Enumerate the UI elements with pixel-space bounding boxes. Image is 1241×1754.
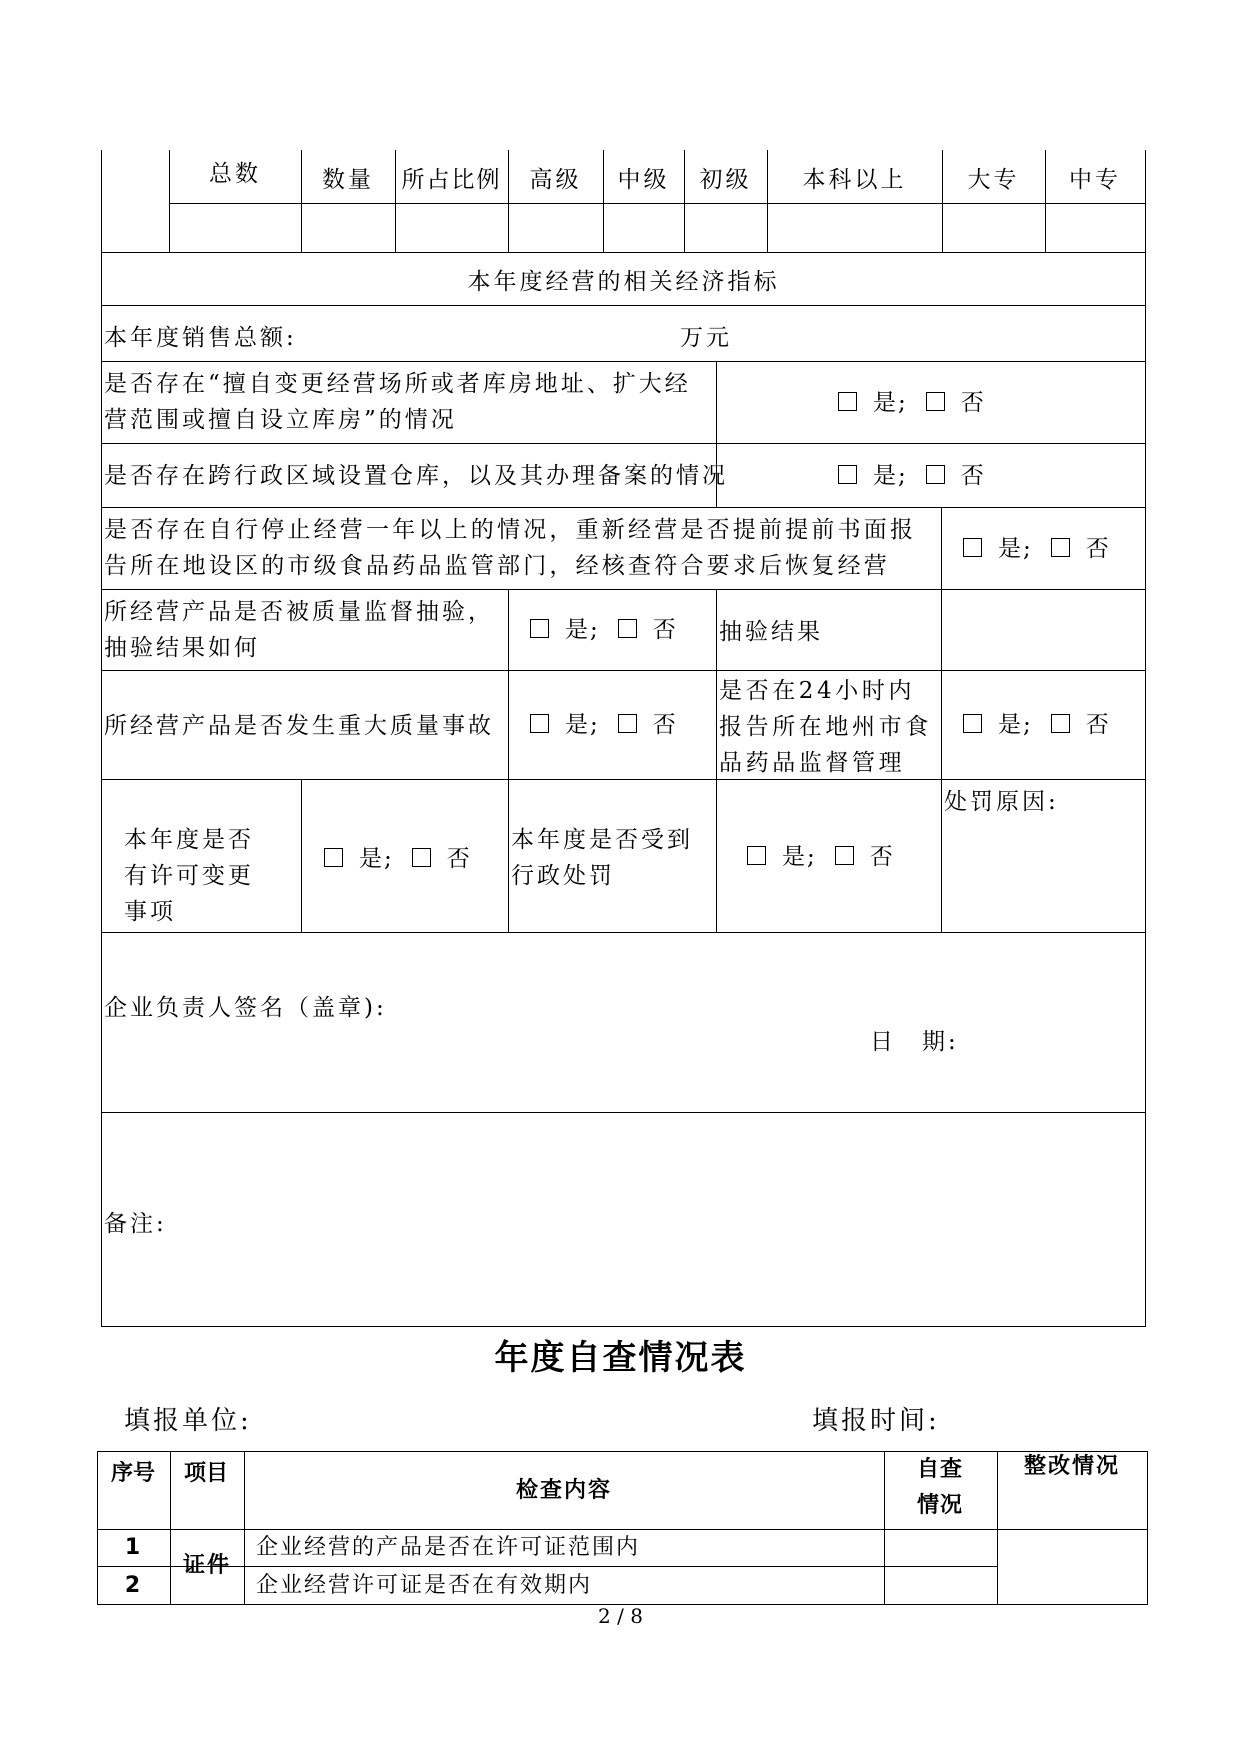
q2-yes-checkbox[interactable] — [838, 465, 857, 484]
q4-no-checkbox[interactable] — [618, 619, 637, 638]
q1-no-checkbox[interactable] — [926, 392, 945, 411]
q6-no-checkbox[interactable] — [412, 848, 431, 867]
q7-yes-checkbox[interactable] — [747, 846, 766, 865]
q3-no-checkbox[interactable] — [1051, 538, 1070, 557]
header-seq: 序号 — [110, 1461, 155, 1486]
question-3: 是否存在自行停止经营一年以上的情况，重新经营是否提前提前书面报告所在地设区的市级食品药品监管部门，经核查符合要求后恢复经营 — [104, 517, 917, 579]
fill-unit-label: 填报单位: — [124, 1406, 252, 1436]
question-2: 是否存在跨行政区域设置仓库，以及其办理备案的情况 — [104, 463, 728, 489]
fill-time-label: 填报时间: — [812, 1406, 940, 1436]
q1-yes-checkbox[interactable] — [838, 392, 857, 411]
group-certificate: 证件 — [182, 1553, 231, 1578]
economic-heading: 本年度经营的相关经济指标 — [467, 269, 780, 295]
q4-yes-checkbox[interactable] — [530, 619, 549, 638]
question-4: 所经营产品是否被质量监督抽验，抽验结果如何 — [104, 599, 494, 661]
signature-label: 企业负责人签名（盖章): — [104, 995, 387, 1021]
row-1-seq: 1 — [124, 1535, 143, 1560]
header-rectify: 整改情况 — [1023, 1454, 1120, 1479]
header-result: 自查情况 — [916, 1457, 963, 1518]
remarks-label: 备注: — [104, 1211, 167, 1237]
q3-yes-no: 是; 否 — [963, 534, 1111, 564]
q4-yes-no: 是; 否 — [530, 615, 678, 645]
question-6: 本年度是否有许可变更事项 — [124, 827, 254, 925]
q5-report-yes-checkbox[interactable] — [963, 714, 982, 733]
header-senior: 高级 — [529, 167, 582, 193]
q2-no-checkbox[interactable] — [926, 465, 945, 484]
q5-yes-no: 是; 否 — [530, 710, 678, 740]
q2-yes-no: 是; 否 — [838, 461, 986, 491]
sales-unit: 万元 — [680, 325, 732, 351]
q1-yes-no: 是; 否 — [838, 388, 986, 418]
header-intermediate: 中级 — [617, 167, 670, 193]
q5-no-checkbox[interactable] — [618, 714, 637, 733]
row-1-content: 企业经营的产品是否在许可证范围内 — [256, 1535, 641, 1560]
q6-yes-checkbox[interactable] — [324, 848, 343, 867]
page-number: 2 / 8 — [598, 1604, 643, 1628]
q6-yes-no: 是; 否 — [324, 844, 472, 874]
row-2-seq: 2 — [124, 1573, 143, 1598]
sales-label: 本年度销售总额: — [104, 325, 297, 351]
q7-yes-no: 是; 否 — [747, 842, 895, 872]
header-item: 项目 — [183, 1461, 228, 1486]
question-5: 所经营产品是否发生重大质量事故 — [104, 713, 494, 739]
header-bachelor: 本科以上 — [802, 167, 907, 193]
date-label: 日 期: — [870, 1029, 959, 1055]
header-junior: 初级 — [699, 167, 752, 193]
q5-report-yes-no: 是; 否 — [963, 710, 1111, 740]
q4-result-label: 抽验结果 — [719, 619, 823, 645]
q5-report-question: 是否在24小时内报告所在地州市食品药品监督管理 — [719, 678, 932, 776]
q5-report-no-checkbox[interactable] — [1051, 714, 1070, 733]
q3-yes-checkbox[interactable] — [963, 538, 982, 557]
self-check-title: 年度自查情况表 — [494, 1338, 747, 1378]
question-7: 本年度是否受到行政处罚 — [511, 827, 693, 889]
row-2-content: 企业经营许可证是否在有效期内 — [256, 1573, 593, 1598]
q5-yes-checkbox[interactable] — [530, 714, 549, 733]
header-college: 大专 — [967, 167, 1020, 193]
header-ratio: 所占比例 — [401, 167, 502, 193]
q7-no-checkbox[interactable] — [835, 846, 854, 865]
header-quantity: 数量 — [322, 167, 374, 193]
header-technical: 中专 — [1069, 167, 1121, 193]
penalty-reason-label: 处罚原因: — [944, 789, 1059, 815]
header-content: 检查内容 — [515, 1478, 612, 1503]
header-total: 总数 — [209, 161, 261, 187]
question-1: 是否存在“擅自变更经营场所或者库房地址、扩大经营范围或擅自设立库房”的情况 — [104, 371, 691, 433]
